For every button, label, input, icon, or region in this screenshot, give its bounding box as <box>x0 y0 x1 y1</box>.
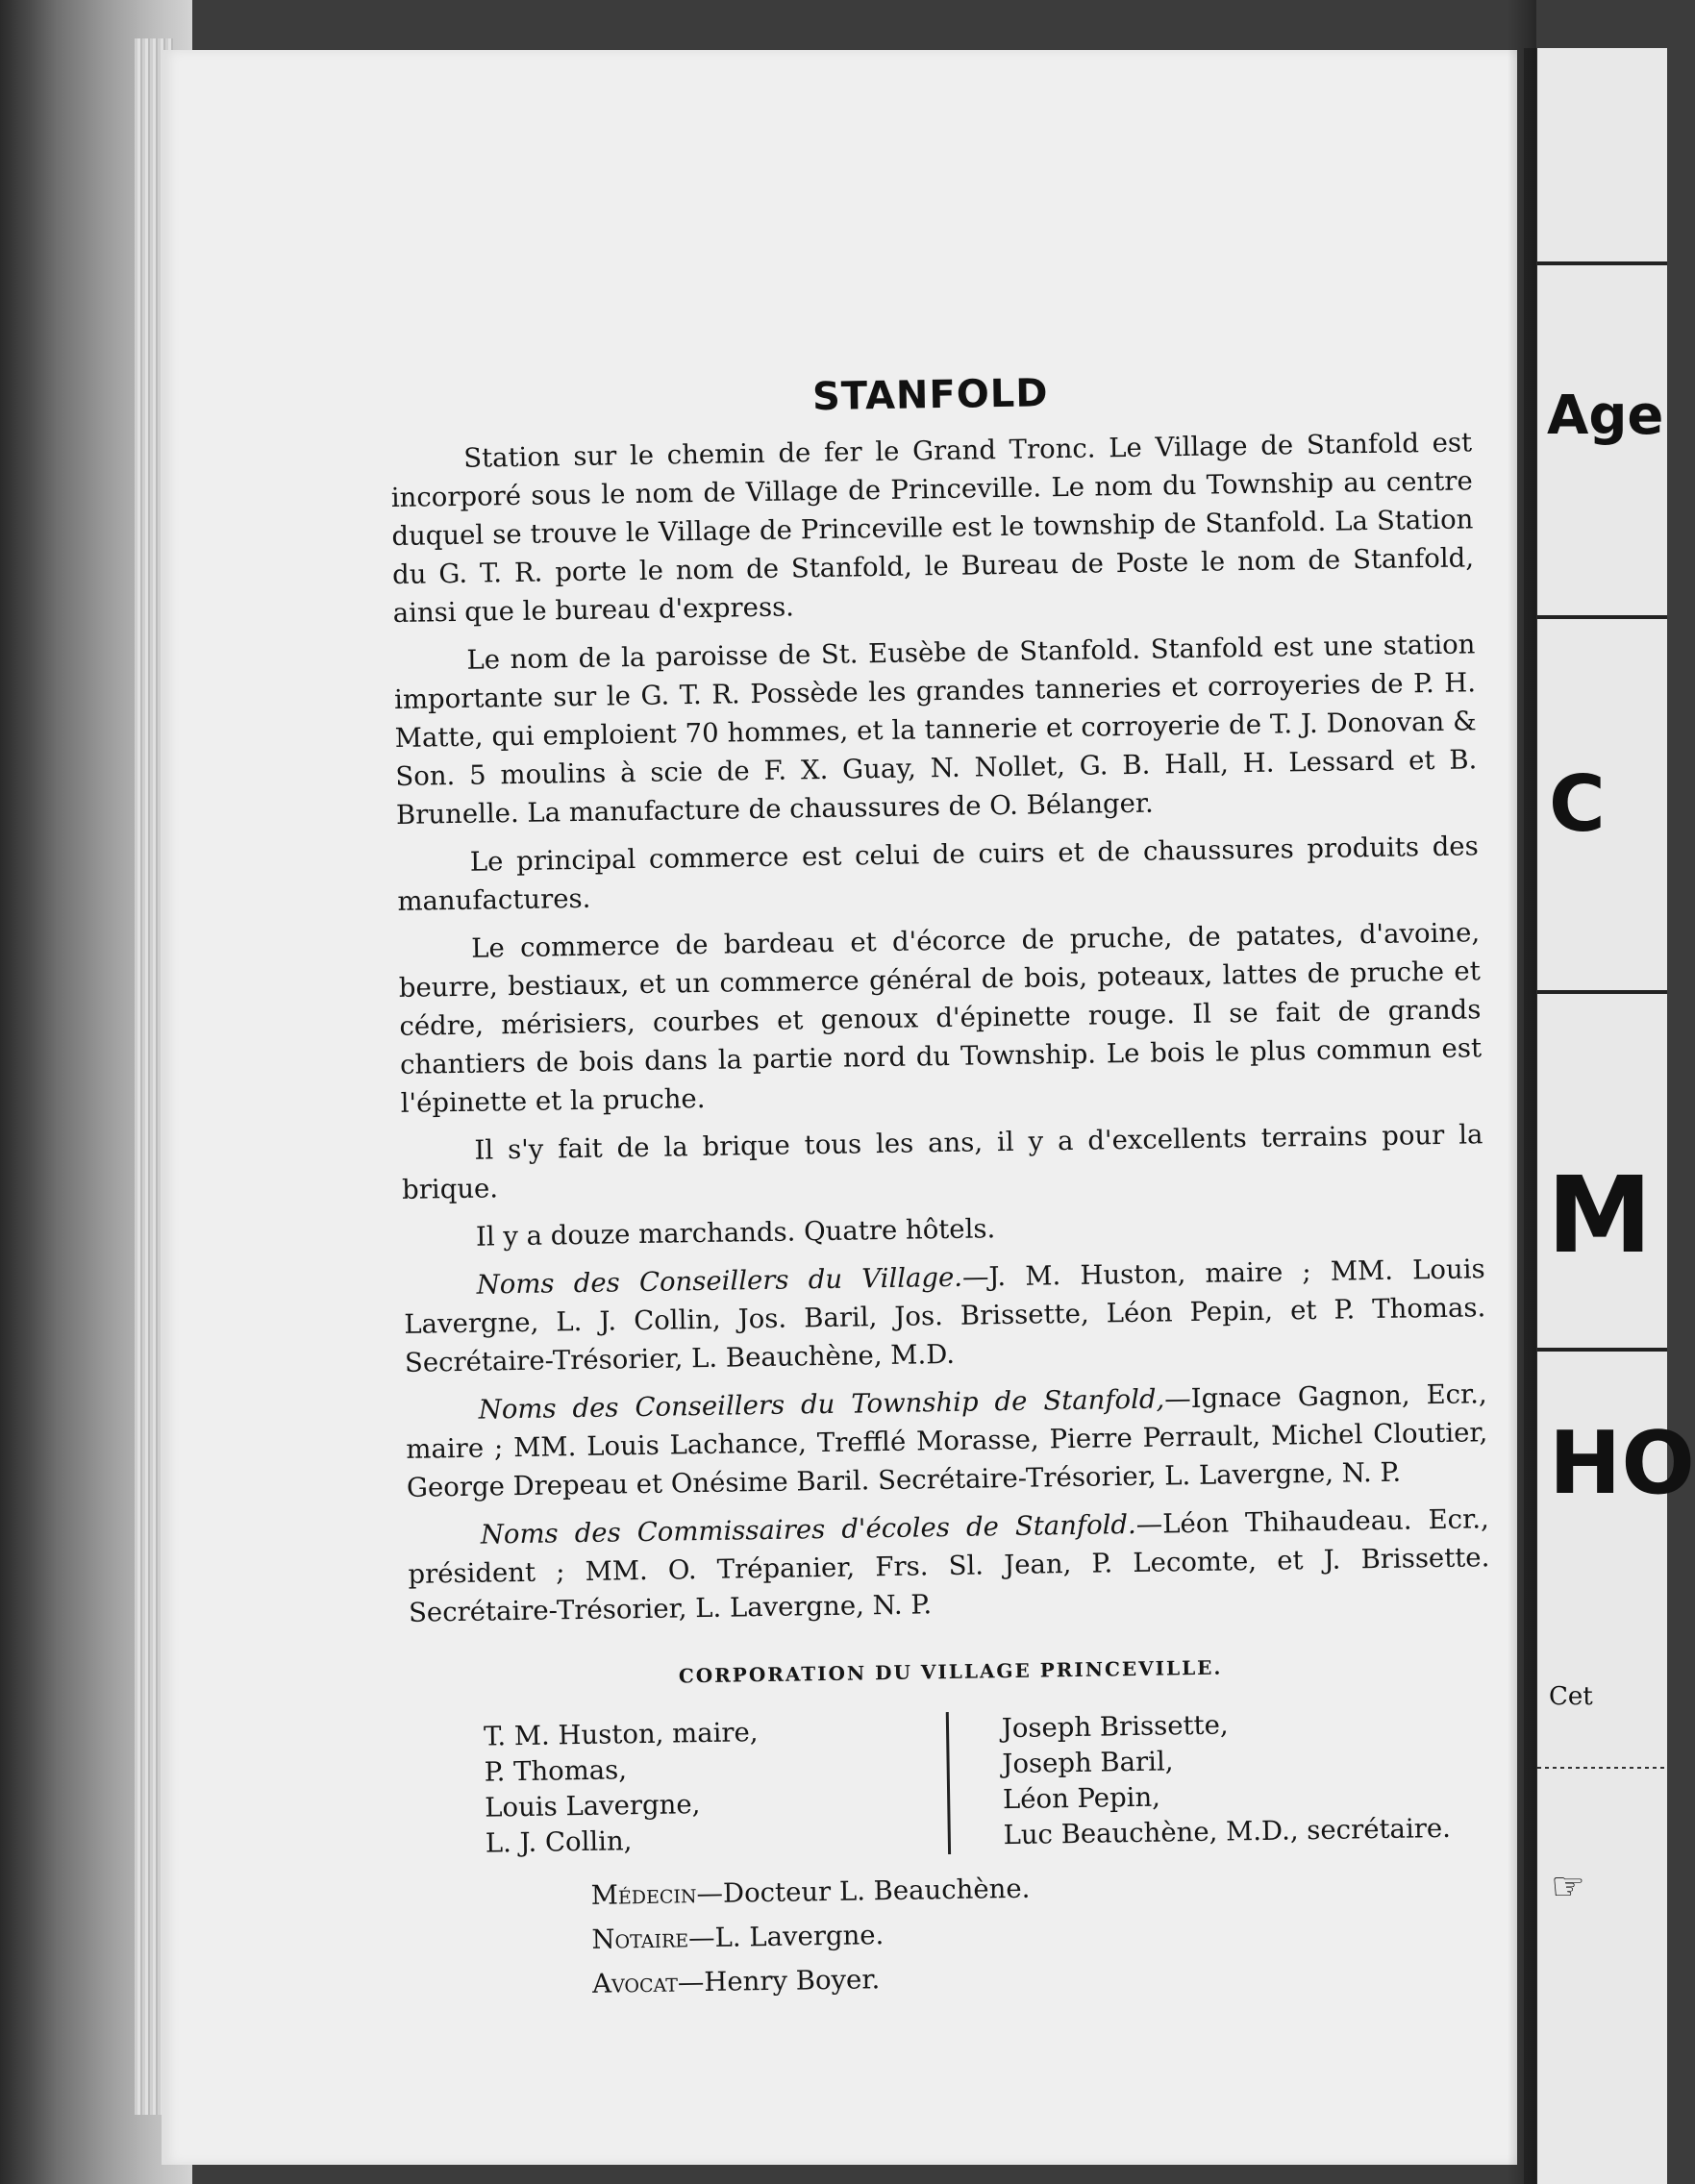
council-text: —J. M. Huston, maire ; MM. Louis Lavergne, L. J. Collin, Jos. Baril, Jos. Brissette, Léon Pepin, et P. Thomas. Secrétaire-Trésorier, L. Beauchène, M.D. <box>404 1253 1486 1378</box>
paragraph: Station sur le chemin de fer le Grand Tronc. Le Village de Stanfold est incorporé sous le nom de Village de Princeville. Le nom du Township au centre duquel se trouve le Village de Princeville est le township de Stanfold. La Station du G. T. R. porte le nom de Stanfold, le Bureau de Poste le nom de Stanfold, ainsi que le bureau d'express. <box>390 427 1475 629</box>
council-text: —Ignace Gagnon, Ecr., maire ; MM. Louis Lachance, Trefflé Morasse, Pierre Perrault, Michel Cloutier, George Drepeau et Onésime Baril. Secrétaire-Trésorier, L. Lavergne, N. P. <box>406 1378 1488 1503</box>
facing-rule <box>1537 261 1667 265</box>
facing-dotted-rule <box>1537 1767 1667 1769</box>
pointing-hand-icon: ☞ <box>1551 1865 1585 1909</box>
corporation-members <box>484 1703 1494 1861</box>
council-heading: Noms des Conseillers du Township de Stanfold, <box>478 1383 1165 1426</box>
facing-fragment: C <box>1549 759 1606 849</box>
facing-fragment: M <box>1547 1154 1653 1277</box>
council-heading: Noms des Commissaires d'écoles de Stanfold. <box>480 1508 1137 1551</box>
council-township <box>405 1375 1488 1507</box>
page-content <box>389 367 1496 2008</box>
professional-name: —L. Lavergne. <box>687 1920 885 1954</box>
council-heading: Noms des Conseillers du Village. <box>476 1261 963 1301</box>
member-name: T. M. Huston, maire, <box>483 1717 759 1752</box>
member-name: Luc Beauchène, M.D., secrétaire. <box>1003 1812 1452 1851</box>
professionals-list <box>590 1859 1496 2006</box>
facing-fragment: Cet <box>1549 1682 1593 1711</box>
member-name: Léon Pepin, <box>1002 1781 1161 1816</box>
members-left-column <box>484 1712 948 1862</box>
professional-role: Médecin <box>590 1878 697 1911</box>
school-commissioners <box>408 1500 1491 1632</box>
facing-page <box>1524 48 1695 2184</box>
member-name: P. Thomas, <box>484 1754 628 1788</box>
paragraph: Le principal commerce est celui de cuirs et de chaussures produits des manufactures. <box>397 831 1479 917</box>
facing-rule <box>1537 615 1667 619</box>
member-name: Louis Lavergne, <box>485 1789 701 1824</box>
professional-role: Avocat <box>591 1967 679 1999</box>
member-name: Joseph Baril, <box>1002 1746 1174 1780</box>
council-village <box>403 1250 1486 1382</box>
member-name: L. J. Collin, <box>485 1825 633 1859</box>
paragraph: Le nom de la paroisse de St. Eusèbe de Stanfold. Stanfold est une station importante sur le G. T. R. Possède les grandes tanneries et corroyeries de P. H. Matte, qui emploient 70 hommes, et la tannerie et corroyerie de T. J. Donovan & Son. 5 moulins à scie de F. X. Guay, N. Nollet, G. B. Hall, H. Lessard et B. Brunelle. La manufacture de chaussures de O. Bélanger. <box>393 629 1478 831</box>
members-right-column <box>946 1703 1494 1854</box>
corporation-title: CORPORATION DU VILLAGE PRINCEVILLE. <box>678 1655 1223 1688</box>
professional-role: Notaire <box>591 1923 689 1955</box>
member-name: Joseph Brissette, <box>1001 1709 1229 1745</box>
professional-name: —Docteur L. Beauchène. <box>696 1873 1031 1910</box>
paragraph: Le commerce de bardeau et d'écorce de pruche, de patates, d'avoine, beurre, bestiaux, et un commerce général de bois, poteaux, lattes de pruche et cédre, mérisiers, courbes et genoux d'épinette rouge. Il se fait de grands chantiers de bois dans la partie nord du Township. Le bois le plus commun est l'épinette et la pruche. <box>398 917 1483 1119</box>
facing-fragment: HO <box>1549 1413 1695 1514</box>
council-text: —Léon Thihaudeau. Ecr., président ; MM. O. Trépanier, Frs. Sl. Jean, P. Lecomte, et J. Brissette. Secrétaire-Trésorier, L. Lavergne, N. P. <box>408 1503 1490 1628</box>
gutter-shadow <box>1508 0 1536 2184</box>
facing-rule <box>1537 990 1667 994</box>
facing-fragment: Age <box>1547 385 1664 447</box>
paragraph: Il s'y fait de la brique tous les ans, il y a d'excellents terrains pour la brique. <box>401 1119 1483 1205</box>
paragraph: Il y a douze marchands. Quatre hôtels. <box>475 1213 996 1253</box>
page-title: STANFOLD <box>811 371 1049 420</box>
professional-name: —Henry Boyer. <box>677 1964 881 1998</box>
facing-rule <box>1537 1348 1667 1352</box>
